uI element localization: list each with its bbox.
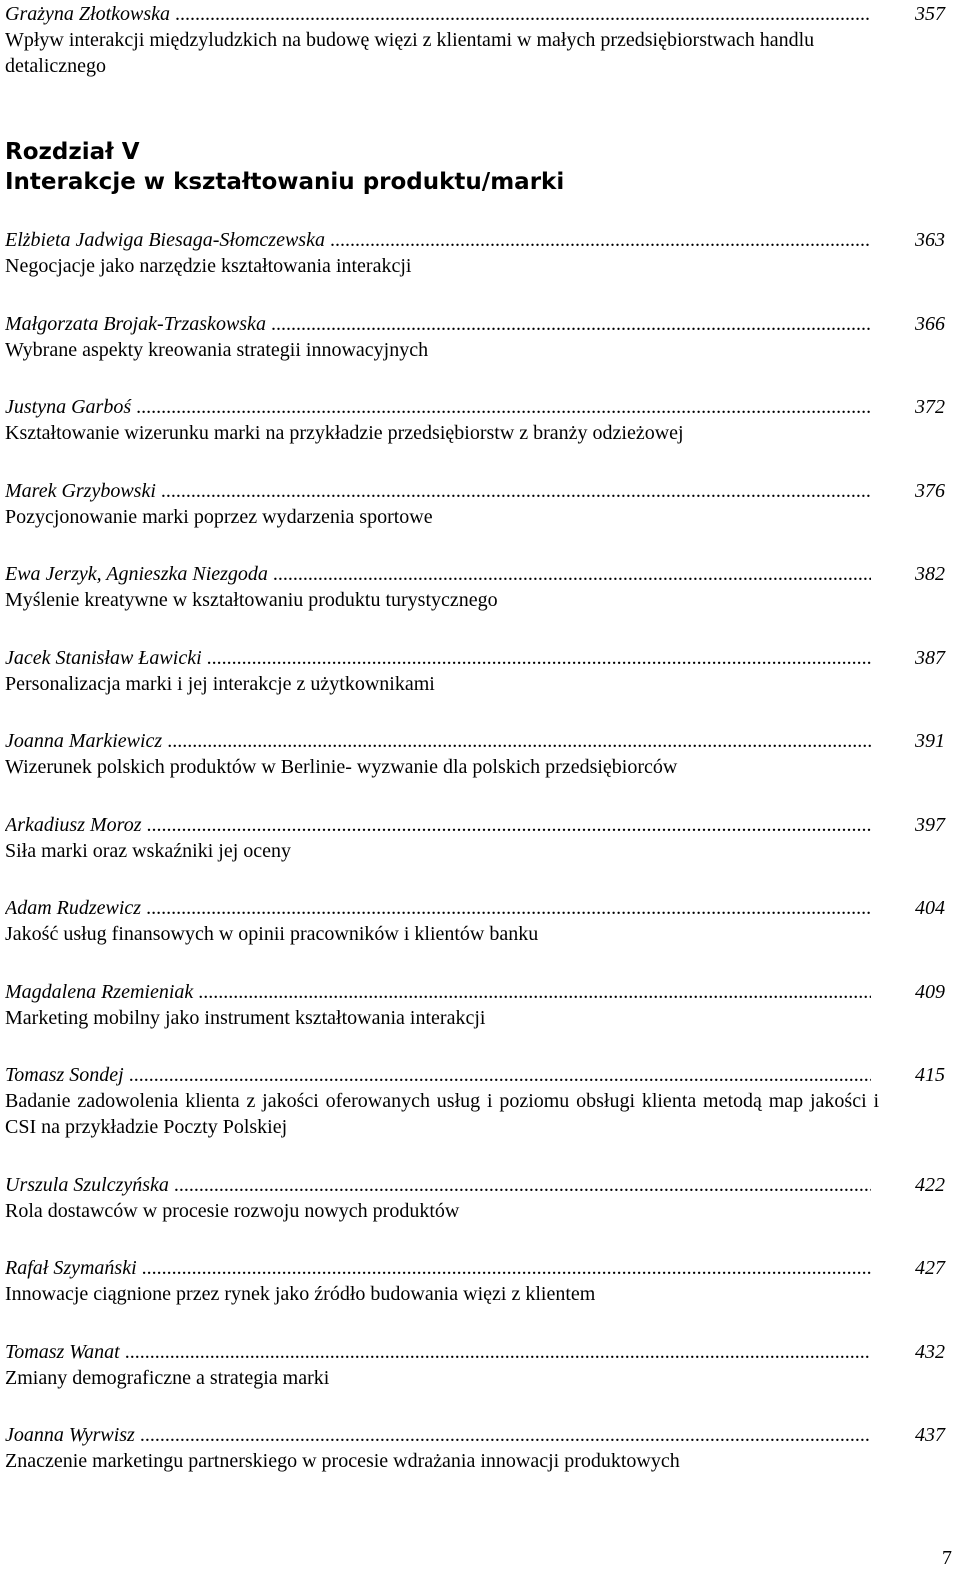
toc-entry [5, 979, 945, 1031]
toc-entry [5, 895, 945, 947]
toc-title: Siła marki oraz wskaźniki jej oceny [5, 840, 292, 862]
toc-entry [5, 728, 945, 780]
toc-title: Pozycjonowanie marki poprzez wydarzenia sportowe [5, 506, 433, 528]
chapter-heading [5, 137, 564, 197]
toc-title: Zmiany demograficzne a strategia marki [5, 1367, 330, 1389]
chapter-title: Interakcje w kształtowaniu produktu/marki [5, 169, 565, 195]
toc-entry [5, 1422, 945, 1474]
toc-entry [5, 1, 945, 79]
toc-entry [5, 394, 945, 446]
toc-author-line [5, 1339, 945, 1365]
toc-author: Małgorzata Brojak-Trzaskowska ..... [5, 311, 871, 337]
toc-page-number: 382 [915, 563, 945, 585]
toc-page-number: 427 [915, 1257, 945, 1279]
toc-entry [5, 1062, 945, 1140]
toc-author: Rafał Szymański ..... [5, 1255, 871, 1281]
toc-author-line [5, 1422, 945, 1448]
toc-page-number: 376 [915, 480, 945, 502]
toc-author-line [5, 311, 945, 337]
toc-title: Znaczenie marketingu partnerskiego w procesie wdrażania innowacji produktowych [5, 1450, 680, 1472]
toc-title: Innowacje ciągnione przez rynek jako źródło budowania więzi z klientem [5, 1283, 596, 1305]
toc-author: Magdalena Rzemieniak ..... [5, 979, 871, 1005]
toc-author: Jacek Stanisław Ławicki ..... [5, 645, 871, 671]
toc-author: Tomasz Wanat ..... [5, 1339, 871, 1365]
toc-page-number: 437 [915, 1424, 945, 1446]
toc-entry [5, 1172, 945, 1224]
toc-author: Justyna Garboś ..... [5, 394, 871, 420]
toc-author-line [5, 478, 945, 504]
toc-page-number: 372 [915, 396, 945, 418]
toc-entry [5, 311, 945, 363]
toc-author-line [5, 1255, 945, 1281]
toc-entry [5, 1255, 945, 1307]
toc-author-line [5, 227, 945, 253]
toc-author-line [5, 1172, 945, 1198]
toc-entry [5, 1339, 945, 1391]
toc-page-number: 366 [915, 313, 945, 335]
toc-entry [5, 645, 945, 697]
toc-title: Wybrane aspekty kreowania strategii innowacyjnych [5, 339, 429, 361]
toc-page-number: 432 [915, 1341, 945, 1363]
toc-author: Adam Rudzewicz ..... [5, 895, 871, 921]
toc-author-line [5, 812, 945, 838]
footer-page-number: 7 [942, 1547, 952, 1569]
toc-title: Myślenie kreatywne w kształtowaniu produktu turystycznego [5, 589, 498, 611]
toc-title: Wpływ interakcji międzyludzkich na budowę więzi z klientami w małych przedsiębiorstwach handlu detalicznego [5, 29, 815, 77]
toc-title: Personalizacja marki i jej interakcje z użytkownikami [5, 673, 435, 695]
toc-entry [5, 561, 945, 613]
toc-author-line [5, 1, 945, 27]
toc-author: Ewa Jerzyk, Agnieszka Niezgoda ..... [5, 561, 871, 587]
toc-page-number: 422 [915, 1174, 945, 1196]
toc-page-number: 357 [915, 3, 945, 25]
chapter-number: Rozdział V [5, 139, 140, 165]
toc-title: Badanie zadowolenia klienta z jakości oferowanych usług i poziomu obsługi klienta metodą map jakości i CSI na przykładzie Poczty Polskiej [5, 1090, 879, 1138]
toc-author-line [5, 895, 945, 921]
toc-author: Joanna Wyrwisz ..... [5, 1422, 871, 1448]
toc-page-number: 409 [915, 981, 945, 1003]
toc-title: Kształtowanie wizerunku marki na przykładzie przedsiębiorstw z branży odzieżowej [5, 422, 684, 444]
toc-author: Tomasz Sondej ..... [5, 1062, 871, 1088]
toc-author-line [5, 645, 945, 671]
toc-author-line [5, 979, 945, 1005]
toc-author: Joanna Markiewicz ..... [5, 728, 871, 754]
toc-author-line [5, 728, 945, 754]
toc-author: Elżbieta Jadwiga Biesaga-Słomczewska ..... [5, 227, 871, 253]
toc-page-number: 397 [915, 814, 945, 836]
toc-entry [5, 227, 945, 279]
toc-author: Urszula Szulczyńska ..... [5, 1172, 871, 1198]
toc-page-number: 391 [915, 730, 945, 752]
toc-page-number: 415 [915, 1064, 945, 1086]
toc-author: Arkadiusz Moroz ..... [5, 812, 871, 838]
toc-page-number: 363 [915, 229, 945, 251]
toc-title: Jakość usług finansowych w opinii pracowników i klientów banku [5, 923, 539, 945]
toc-author: Grażyna Złotkowska ..... [5, 1, 871, 27]
toc-title: Negocjacje jako narzędzie kształtowania interakcji [5, 255, 412, 277]
toc-page-number: 387 [915, 647, 945, 669]
toc-author-line [5, 561, 945, 587]
toc-author-line [5, 394, 945, 420]
toc-page-number: 404 [915, 897, 945, 919]
toc-author-line [5, 1062, 945, 1088]
toc-author: Marek Grzybowski ..... [5, 478, 871, 504]
toc-entry [5, 478, 945, 530]
toc-title: Rola dostawców w procesie rozwoju nowych produktów [5, 1200, 460, 1222]
toc-title: Marketing mobilny jako instrument kształtowania interakcji [5, 1007, 486, 1029]
toc-entry [5, 812, 945, 864]
toc-title: Wizerunek polskich produktów w Berlinie- wyzwanie dla polskich przedsiębiorców [5, 756, 678, 778]
